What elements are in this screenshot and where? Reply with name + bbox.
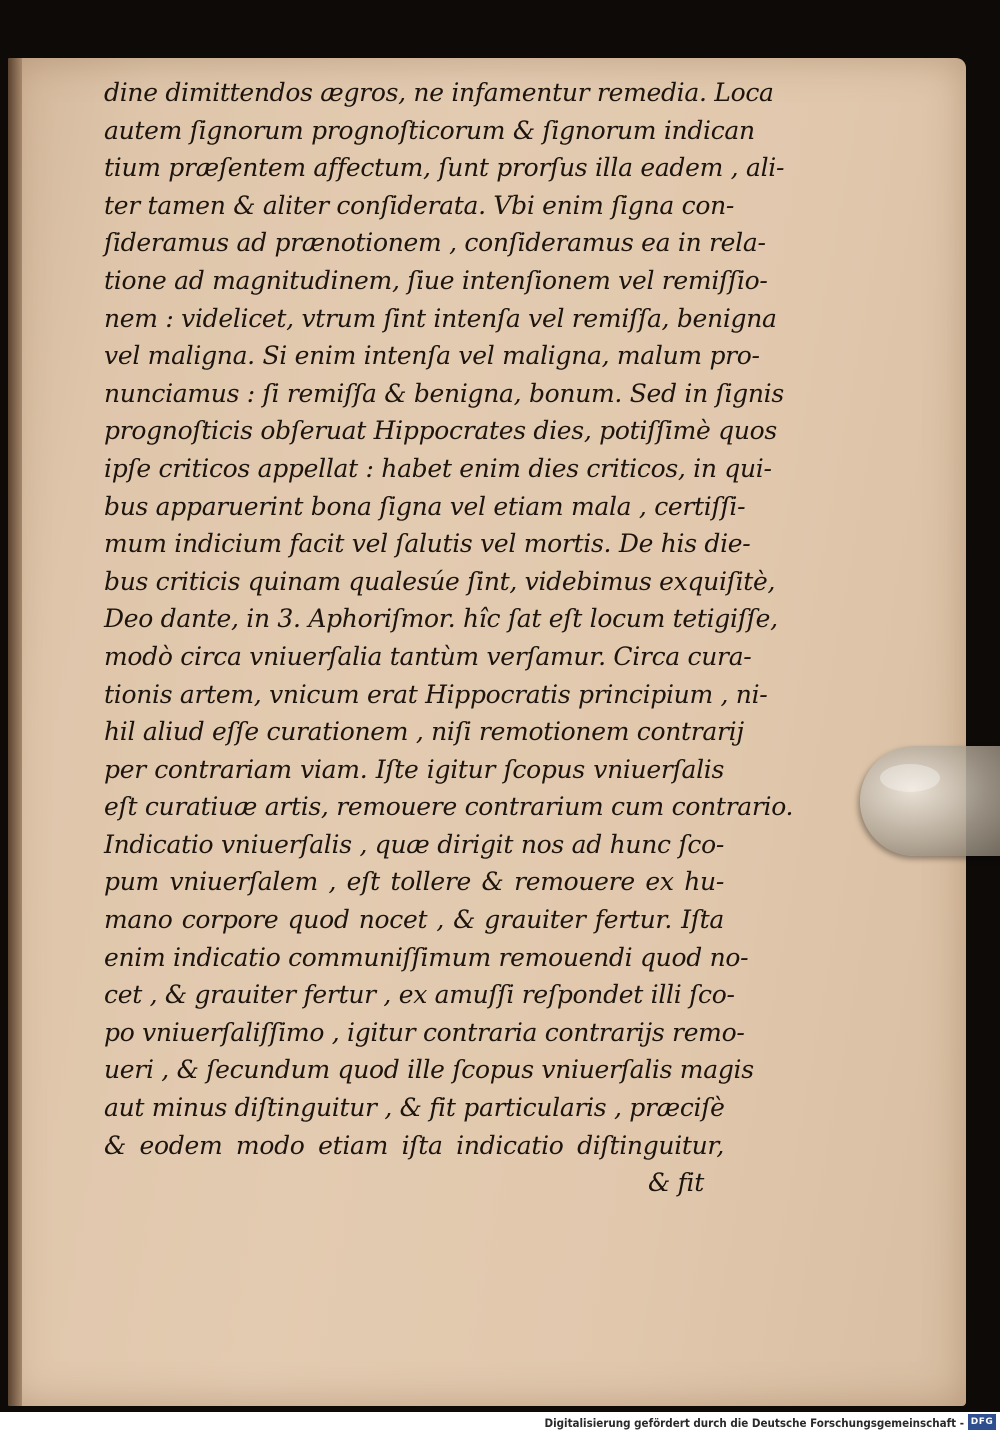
text-line: ueri , & ſecundum quod ille ſcopus vniuerſalis magis [104, 1055, 754, 1085]
text-line: mano corpore quod nocet , & grauiter fertur. Iſta [104, 905, 724, 935]
text-line: bus criticis quinam qualesúe ſint, videbimus exquiſitè, [104, 566, 776, 596]
text-line: cet , & grauiter fertur , ex amuſſi reſpondet illi ſco- [104, 980, 735, 1010]
text-line: mum indicium facit vel ſalutis vel mortis. De his die- [104, 529, 751, 559]
text-line: po vniuerſaliſſimo , igitur contraria contrarijs remo- [104, 1017, 745, 1047]
text-line: per contrariam viam. Iſte igitur ſcopus vniuerſalis [104, 754, 724, 784]
glass-page-weight [860, 746, 1000, 856]
text-line: pum vniuerſalem , eſt tollere & remouere ex hu- [104, 867, 724, 897]
text-line: tium præſentem affectum, ſunt prorſus illa eadem , ali- [104, 153, 785, 183]
text-line: & eodem modo etiam iſta indicatio diſtinguitur, [104, 1130, 724, 1160]
text-line: eſt curatiuæ artis, remouere contrarium cum contrario. [104, 792, 794, 822]
text-line: autem ſignorum prognoſticorum & ſignorum indican [104, 115, 755, 145]
text-line: dine dimittendos ægros, ne infamentur remedia. Loca [104, 78, 774, 107]
text-line: hil aliud eſſe curationem , niſi remotionem contrarij [104, 717, 744, 747]
text-line: ter tamen & aliter conſiderata. Vbi enim ſigna con- [104, 190, 735, 220]
glass-highlight [880, 764, 940, 792]
footer-credit: Digitalisierung gefördert durch die Deutsche Forschungsgemeinschaft - [544, 1416, 964, 1430]
text-line: enim indicatio communiſſimum remouendi quod no- [104, 942, 749, 972]
text-line: modò circa vniuerſalia tantùm verſamur. Circa cura- [104, 641, 752, 671]
text-line: nem : videlicet, vtrum ſint intenſa vel remiſſa, benigna [104, 303, 777, 333]
text-line: bus apparuerint bona ſigna vel etiam mala , certiſſi- [104, 491, 746, 521]
dfg-logo-icon: DFG [968, 1414, 996, 1430]
catchword: & fit [648, 1168, 704, 1198]
text-line: prognoſticis obſeruat Hippocrates dies, potiſſimè quos [104, 416, 777, 446]
text-line: Deo dante, in 3. Aphoriſmor. hîc ſat eſt locum tetigiſſe, [104, 604, 778, 634]
text-line: tione ad magnitudinem, ſiue intenſionem vel remiſſio- [104, 265, 768, 295]
text-line: ſideramus ad prænotionem , conſideramus ea in rela- [104, 228, 766, 258]
text-line: nunciamus : ſi remiſſa & benigna, bonum. Sed in ſignis [104, 378, 784, 408]
latin-text-block [104, 74, 794, 1202]
text-line: aut minus diſtinguitur , & fit particularis , præciſè [104, 1093, 725, 1123]
text-line: ipſe criticos appellat : habet enim dies criticos, in qui- [104, 453, 772, 483]
text-line: tionis artem, vnicum erat Hippocratis principium , ni- [104, 679, 768, 709]
text-line: vel maligna. Si enim intenſa vel maligna, malum pro- [104, 341, 760, 371]
text-line: Indicatio vniuerſalis , quæ dirigit nos ad hunc ſco- [104, 829, 724, 859]
page-spine [8, 58, 22, 1406]
